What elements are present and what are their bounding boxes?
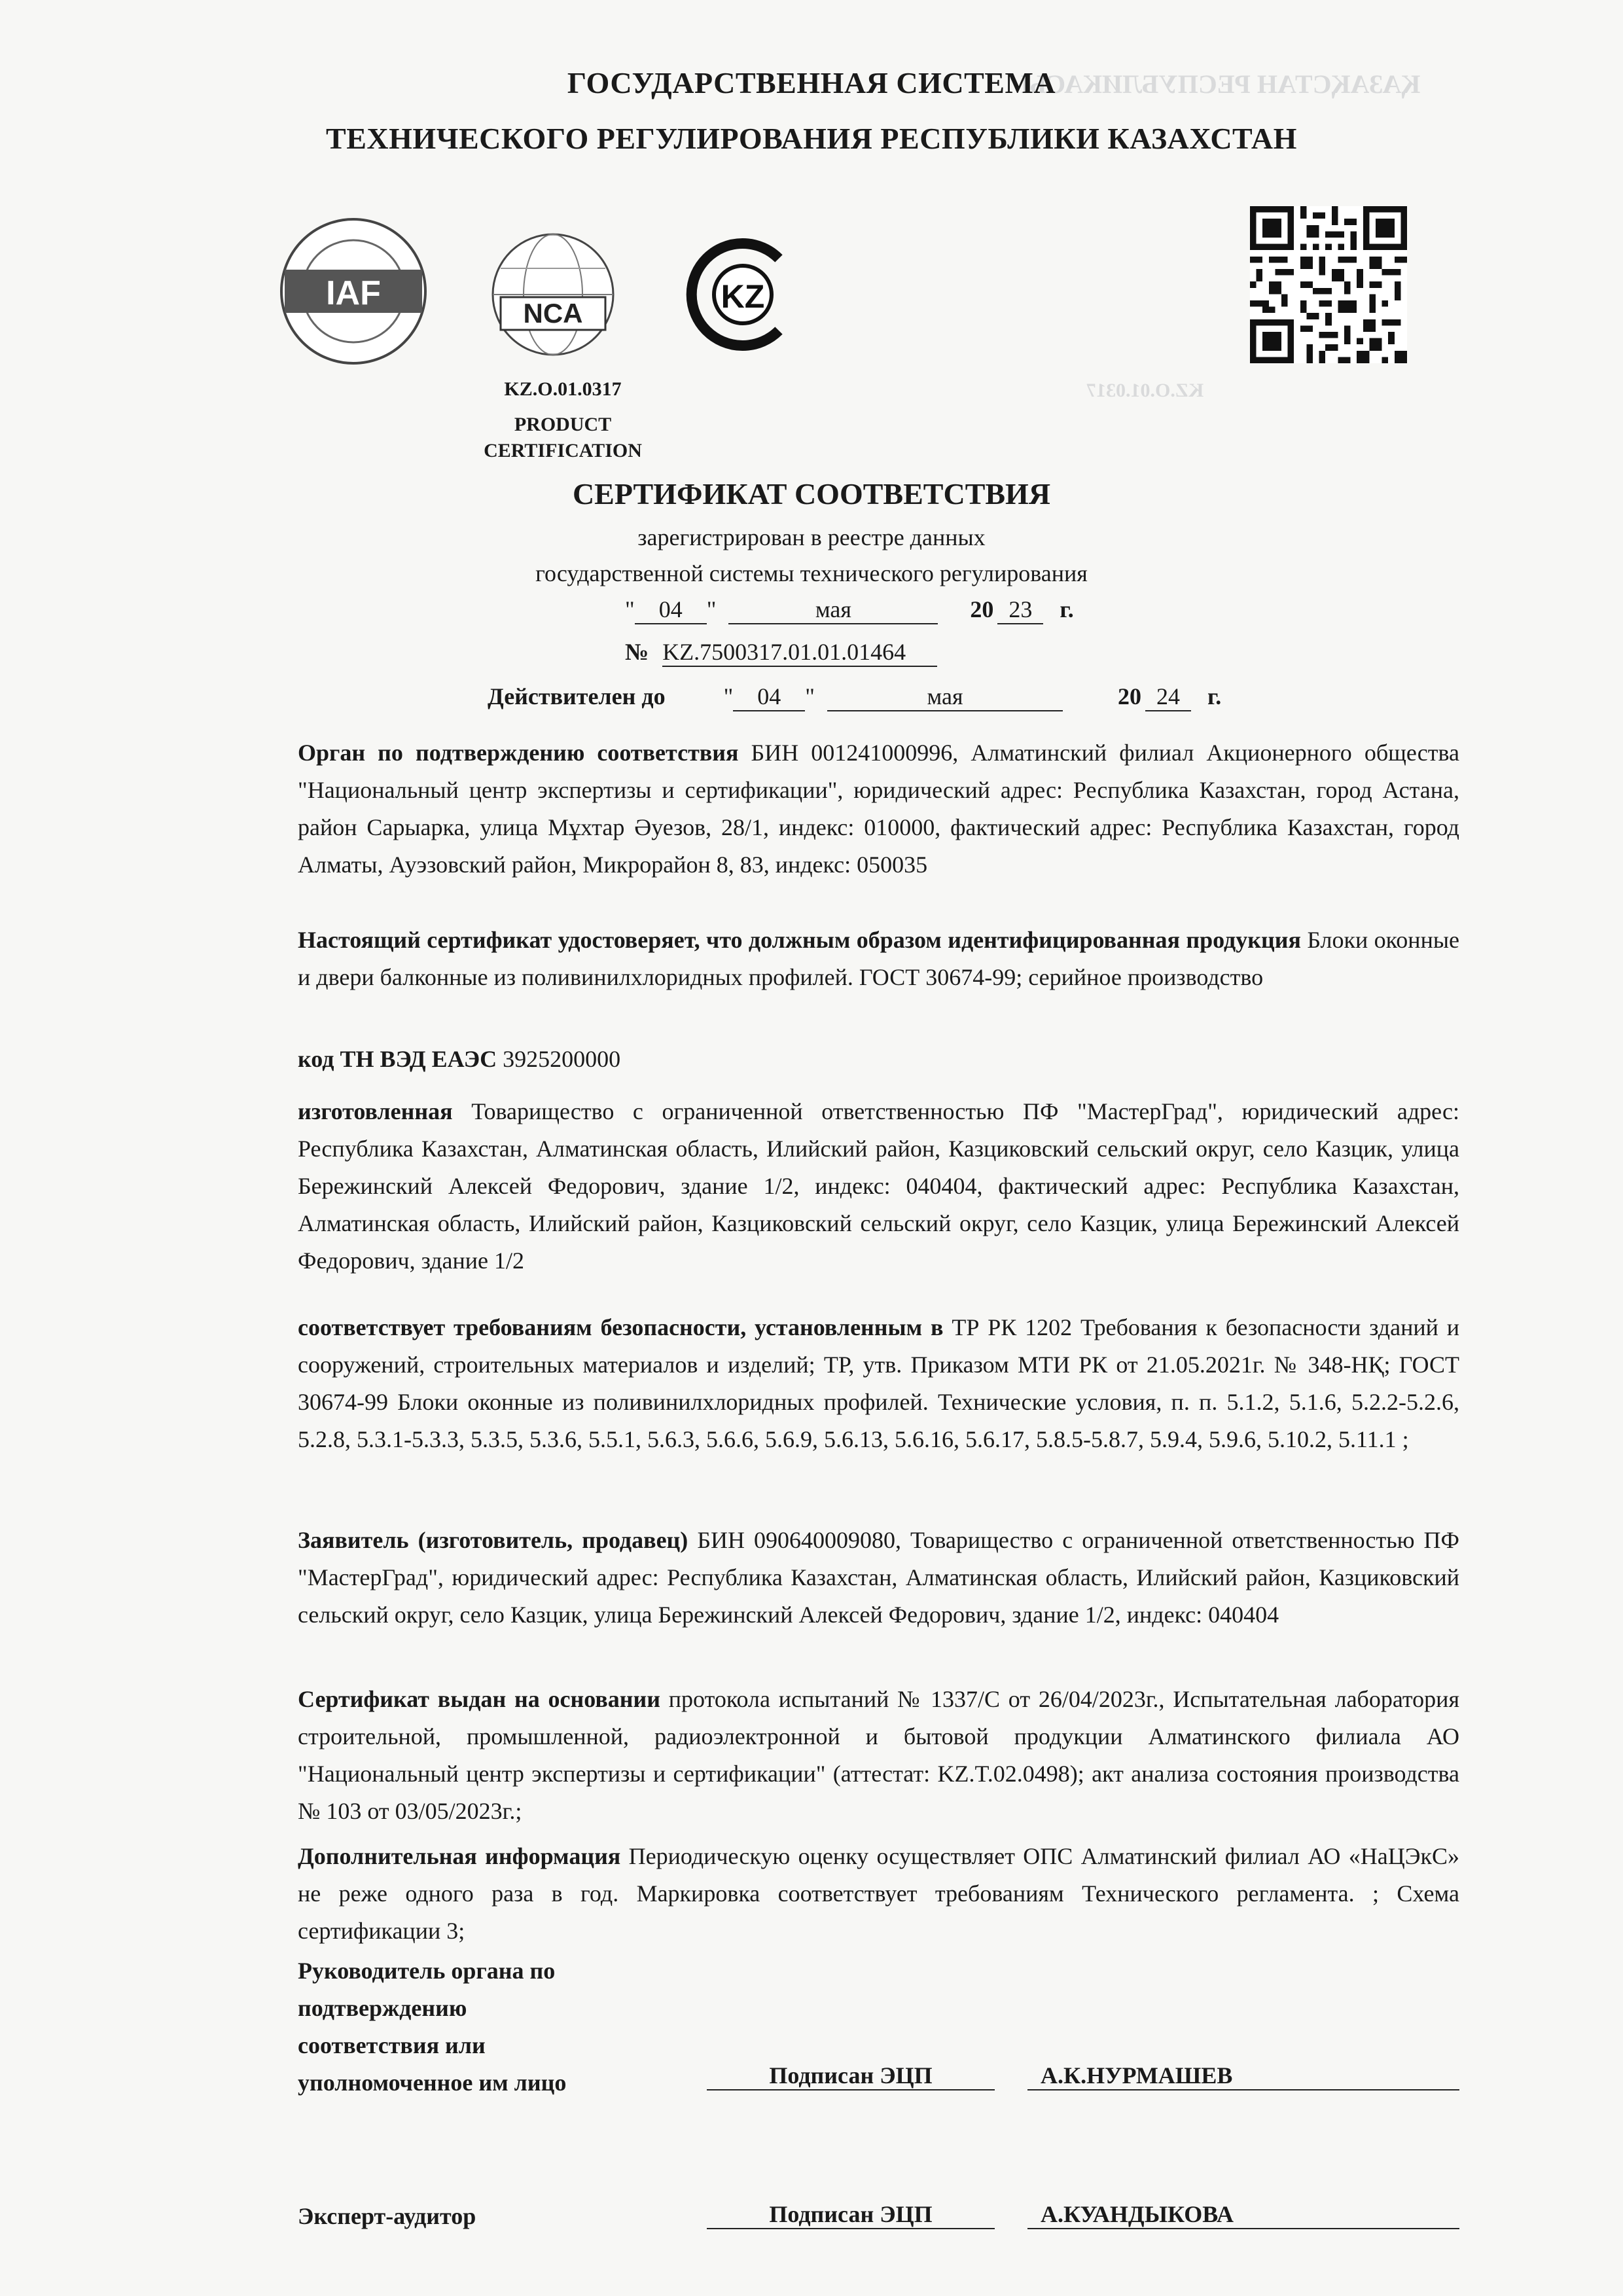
- product-paragraph: [298, 922, 1459, 996]
- reverse-side-bleed: KZ.O.01.0317: [1086, 380, 1204, 401]
- additional-info-paragraph: [298, 1838, 1459, 1950]
- registered-line-1: зарегистрирован в реестре данных: [637, 524, 986, 550]
- basis-paragraph: [298, 1681, 1459, 1830]
- valid-month: мая: [827, 683, 1063, 711]
- accreditation-caption-2: CERTIFICATION: [484, 440, 642, 461]
- qr-code-icon: [1250, 206, 1407, 363]
- certificate-number-row: № KZ.7500317.01.01.01464: [625, 638, 937, 667]
- valid-until-row: Действителен до " 04 " мая 20 24 г.: [488, 683, 1221, 711]
- iaf-text: IAF: [326, 274, 381, 312]
- kz-mark-text: KZ: [721, 278, 765, 315]
- compliance-text: ТР РК 1202 Требования к безопасности зданий и сооружений, строительных материалов и изделий; ТР, утв. Приказом МТИ РК от 21.05.2021г. № 348-НҚ; ГОСТ 30674-99 Блоки оконные из поливинилхлоридных профилей. Технические условия, п. п. 5.1.2, 5.1.6, 5.2.2-5.2.6, 5.2.8, 5.3.1-5.3.3, 5.3.5, 5.3.6, 5.5.1, 5.6.3, 5.6.6, 5.6.9, 5.6.13, 5.6.16, 5.6.17, 5.8.5-5.8.7, 5.9.4, 5.9.6, 5.10.2, 5.11.1 ;: [298, 1314, 1459, 1452]
- valid-day: 04: [733, 683, 805, 711]
- expert-signature-status: Подписан ЭЦП: [707, 2200, 995, 2229]
- manufacturer-label: изготовленная: [298, 1098, 453, 1124]
- registration-date: " 04 " мая 20 23 г.: [625, 596, 1074, 624]
- certification-body-paragraph: [298, 734, 1459, 884]
- compliance-label: соответствует требованиям безопасности, установленным в: [298, 1314, 944, 1340]
- accreditation-code: KZ.O.01.0317: [504, 378, 622, 400]
- valid-label: Действителен до: [488, 683, 666, 709]
- reg-day: 04: [635, 596, 707, 624]
- hs-code-label: код ТН ВЭД ЕАЭС: [298, 1046, 497, 1072]
- hs-code-paragraph: [298, 1041, 1459, 1078]
- kz-conformity-mark: [681, 232, 805, 357]
- certification-body-label: Орган по подтверждению соответствия: [298, 740, 739, 766]
- additional-info-label: Дополнительная информация: [298, 1843, 621, 1869]
- accreditation-caption-1: PRODUCT: [514, 414, 612, 435]
- expert-auditor-name: А.КУАНДЫКОВА: [1027, 2200, 1459, 2229]
- registered-line-2: государственной системы технического регулирования: [535, 560, 1088, 586]
- product-label: Настоящий сертификат удостоверяет, что должным образом идентифицированная продукция: [298, 927, 1301, 953]
- head-signatory-name: А.К.НУРМАШЕВ: [1027, 2062, 1459, 2090]
- basis-text: протокола испытаний № 1337/С от 26/04/2023г., Испытательная лаборатория строительной, промышленной, радиоэлектронной и бытовой продукции Алматинского филиала АО "Национальный центр экспертизы и сертификации" (аттестат: KZ.T.02.0498); акт анализа состояния производства № 103 от 03/05/2023г.;: [298, 1686, 1459, 1824]
- applicant-text: БИН 090640009080, Товарищество с ограниченной ответственностью ПФ "МастерГрад", юридический адрес: Республика Казахстан, Алматинская область, Илийский район, Казциковский сельский округ, село Казцик, улица Бережинский Алексей Федорович, здание 1/2, индекс: 040404: [298, 1527, 1459, 1628]
- certification-body-text: БИН 001241000996, Алматинский филиал Акционерного общества "Национальный центр экспертизы и сертификации", юридический адрес: Республика Казахстан, город Астана, район Сарыарка, улица Мұхтар Әуезов, 28/1, индекс: 010000, фактический адрес: Республика Казахстан, город Алматы, Ауэзовский район, Микрорайон 8, 83, индекс: 050035: [298, 740, 1459, 878]
- applicant-label: Заявитель (изготовитель, продавец): [298, 1527, 688, 1553]
- header-line-2: ТЕХНИЧЕСКОГО РЕГУЛИРОВАНИЯ РЕСПУБЛИКИ КАЗАХСТАН: [326, 122, 1297, 155]
- manufacturer-paragraph: [298, 1093, 1459, 1280]
- compliance-paragraph: [298, 1309, 1459, 1458]
- hs-code-value: 3925200000: [497, 1046, 621, 1072]
- additional-info-text: Периодическую оценку осуществляет ОПС Алматинский филиал АО «НаЦЭкС» не реже одного раза в год. Маркировка соответствует требованиям Технического регламента. ; Схема сертификации 3;: [298, 1843, 1460, 1944]
- reg-month: мая: [728, 596, 938, 624]
- reverse-side-bleed: ҚАЗАҚСТАН РЕСПУБЛИКАСЫ: [1021, 69, 1421, 99]
- reg-year: 23: [997, 596, 1043, 624]
- nca-globe-logo: [481, 229, 625, 360]
- product-text: Блоки оконные и двери балконные из поливинилхлоридных профилей. ГОСТ 30674-99; серийное производство: [298, 927, 1460, 990]
- expert-auditor-label: Эксперт-аудитор: [298, 2203, 476, 2229]
- iaf-logo: [278, 216, 429, 367]
- valid-year: 24: [1145, 683, 1191, 711]
- certificate-title: СЕРТИФИКАТ СООТВЕТСТВИЯ: [572, 477, 1051, 511]
- head-signature-status: Подписан ЭЦП: [707, 2062, 995, 2090]
- header-line-1: ГОСУДАРСТВЕННАЯ СИСТЕМА: [567, 66, 1056, 99]
- manufacturer-text: Товарищество с ограниченной ответственностью ПФ "МастерГрад", юридический адрес: Республика Казахстан, Алматинская область, Илийский район, Казциковский сельский округ, село Казцик, улица Бережинский Алексей Федорович, здание 1/2, индекс: 040404, фактический адрес: Республика Казахстан, Алматинская область, Илийский район, Казциковский сельский округ, село Казцик, улица Бережинский Алексей Федорович, здание 1/2: [298, 1098, 1459, 1274]
- nca-text: NCA: [523, 298, 583, 329]
- certificate-number: KZ.7500317.01.01.01464: [662, 638, 937, 667]
- basis-label: Сертификат выдан на основании: [298, 1686, 661, 1712]
- applicant-paragraph: [298, 1522, 1459, 1634]
- head-signatory-label: Руководитель органа по подтверждению соответствия или уполномоченное им лицо: [298, 1958, 567, 2096]
